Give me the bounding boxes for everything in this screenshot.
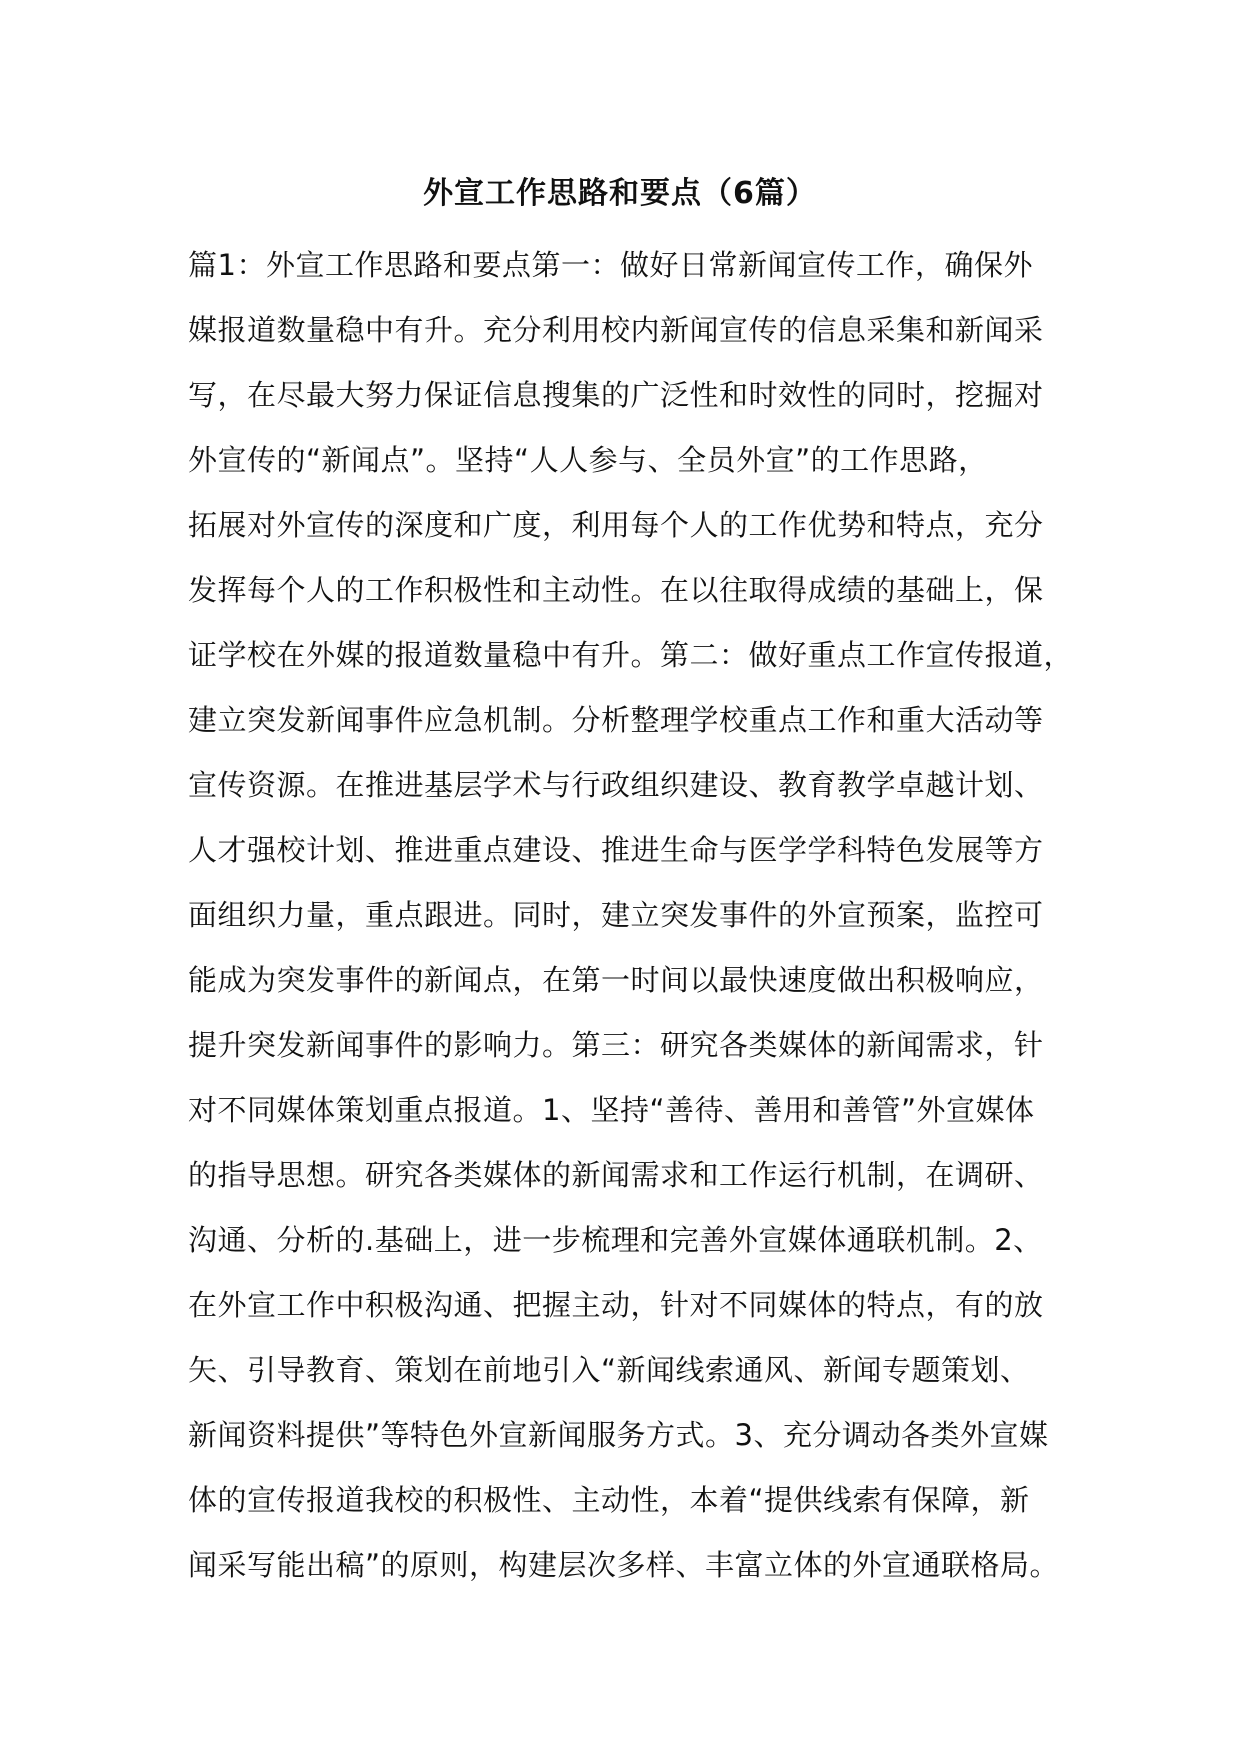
body-line: 提升突发新闻事件的影响力。第三：研究各类媒体的新闻需求，针 [188, 1028, 1044, 1062]
body-line: 发挥每个人的工作积极性和主动性。在以往取得成绩的基础上，保 [188, 573, 1044, 607]
body-line: 对不同媒体策划重点报道。1、坚持“善待、善用和善管”外宣媒体 [188, 1093, 1035, 1127]
body-line: 写，在尽最大努力保证信息搜集的广泛性和时效性的同时，挖掘对 [188, 378, 1044, 412]
body-line: 证学校在外媒的报道数量稳中有升。第二：做好重点工作宣传报道， [188, 638, 1074, 672]
body-line: 建立突发新闻事件应急机制。分析整理学校重点工作和重大活动等 [188, 703, 1044, 737]
body-line: 矢、引导教育、策划在前地引入“新闻线索通风、新闻专题策划、 [188, 1353, 1030, 1387]
body-line: 人才强校计划、推进重点建设、推进生命与医学学科特色发展等方 [188, 833, 1044, 867]
body-line: 面组织力量，重点跟进。同时，建立突发事件的外宣预案，监控可 [188, 898, 1044, 932]
body-line: 外宣传的“新闻点”。坚持“人人参与、全员外宣”的工作思路， [188, 443, 988, 477]
body-line: 的指导思想。研究各类媒体的新闻需求和工作运行机制，在调研、 [188, 1158, 1044, 1192]
body-line: 媒报道数量稳中有升。充分利用校内新闻宣传的信息采集和新闻采 [188, 313, 1044, 347]
body-line: 沟通、分析的.基础上，进一步梳理和完善外宣媒体通联机制。2、 [188, 1223, 1043, 1257]
body-line: 闻采写能出稿”的原则，构建层次多样、丰富立体的外宣通联格局。 [188, 1548, 1060, 1582]
body-line: 拓展对外宣传的深度和广度，利用每个人的工作优势和特点，充分 [188, 508, 1044, 542]
document-body [188, 240, 1088, 1605]
body-line: 宣传资源。在推进基层学术与行政组织建设、教育教学卓越计划、 [188, 768, 1044, 802]
body-line: 篇1：外宣工作思路和要点第一：做好日常新闻宣传工作，确保外 [188, 248, 1033, 282]
body-line: 体的宣传报道我校的积极性、主动性，本着“提供线索有保障，新 [188, 1483, 1030, 1517]
document-title: 外宣工作思路和要点（6篇） [423, 176, 817, 211]
body-line: 能成为突发事件的新闻点，在第一时间以最快速度做出积极响应， [188, 963, 1044, 997]
body-line: 在外宣工作中积极沟通、把握主动，针对不同媒体的特点，有的放 [188, 1288, 1044, 1322]
body-line: 新闻资料提供”等特色外宣新闻服务方式。3、充分调动各类外宣媒 [188, 1418, 1049, 1452]
